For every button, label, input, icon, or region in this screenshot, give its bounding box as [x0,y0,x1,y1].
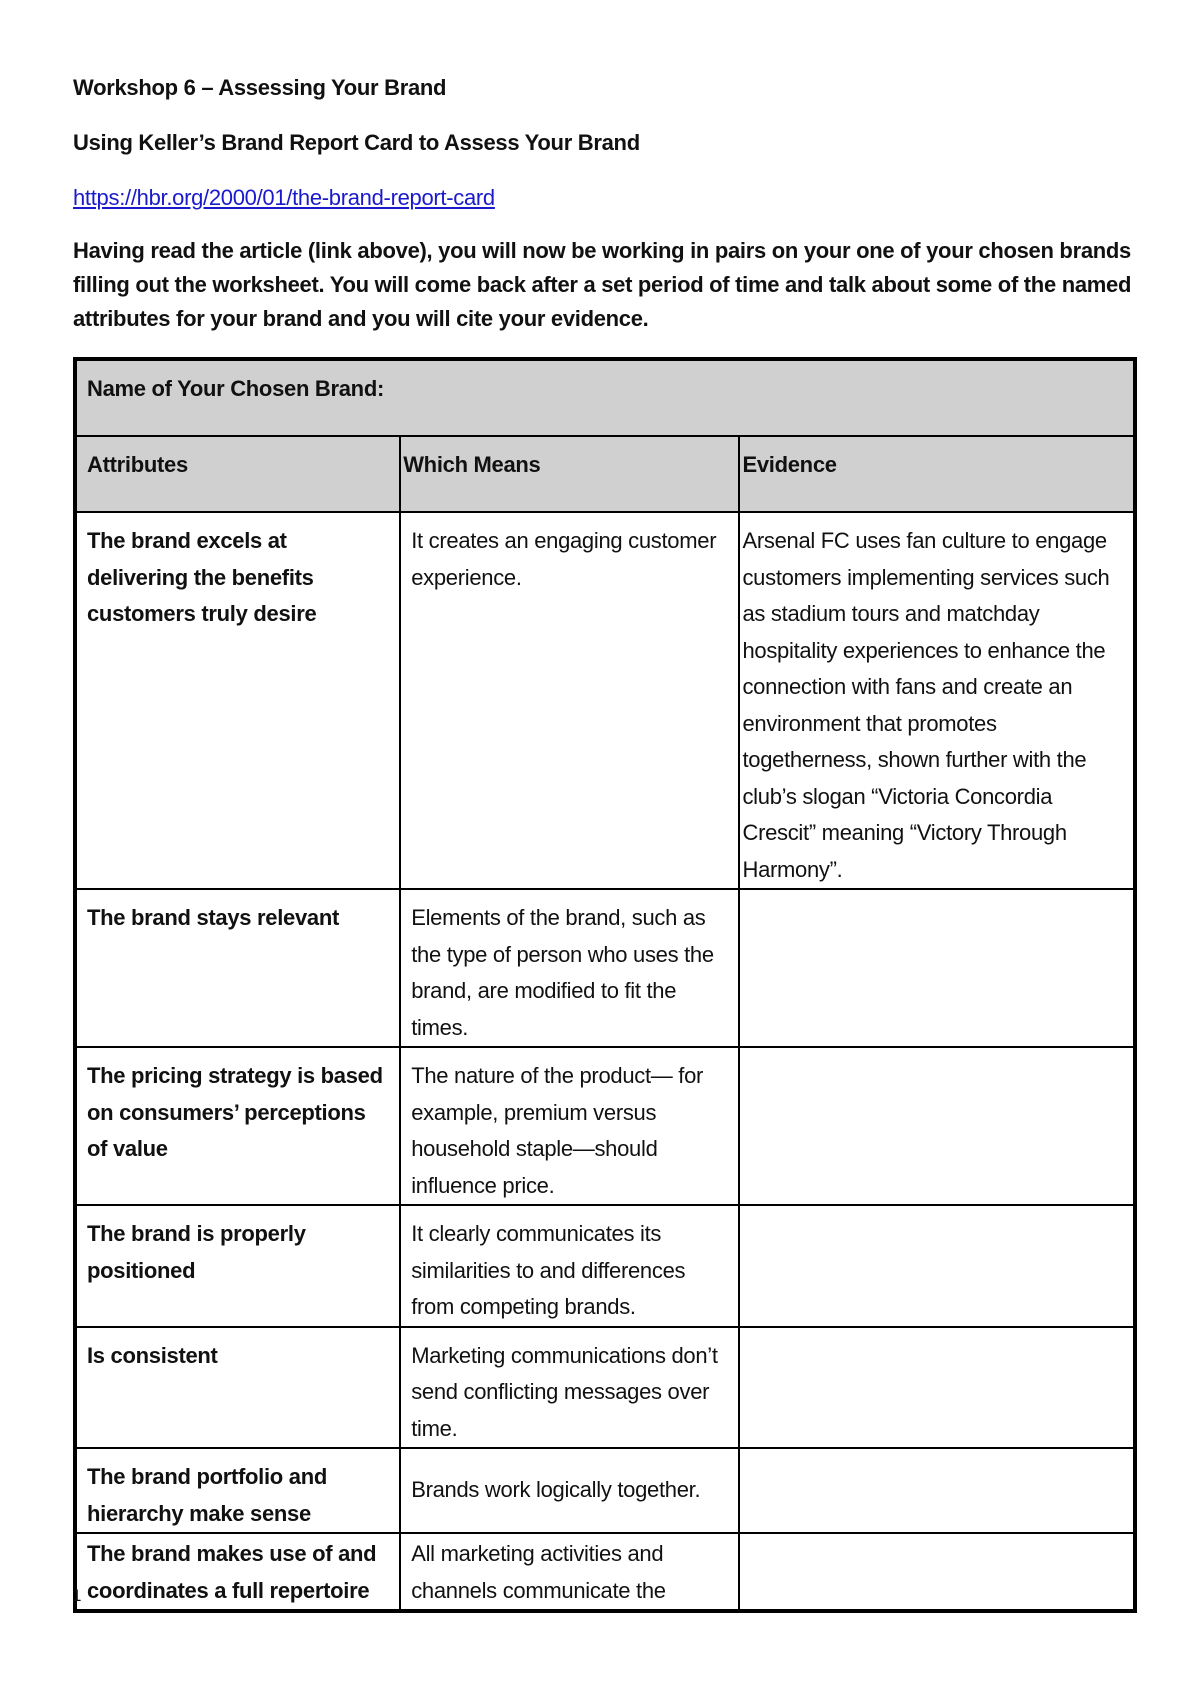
evidence-cell[interactable] [739,1448,1135,1533]
evidence-cell[interactable] [739,1327,1135,1449]
document-title: Workshop 6 – Assessing Your Brand [73,75,447,100]
column-header-evidence: Evidence [739,436,1135,512]
attribute-cell: The pricing strategy is based on consumers’ perceptions of value [75,1047,400,1205]
table-header-row [75,436,1135,512]
table-row [75,1533,1135,1611]
column-header-attributes: Attributes [75,436,400,512]
means-cell: Marketing communications don’t send conflicting messages over time. [400,1327,739,1449]
brand-name-label[interactable]: Name of Your Chosen Brand: [75,359,1135,436]
means-cell: It creates an engaging customer experience. [400,512,739,889]
table-row [75,1448,1135,1533]
table-row [75,1327,1135,1449]
column-header-which-means: Which Means [400,436,739,512]
table-row [75,1205,1135,1327]
evidence-cell[interactable]: Arsenal FC uses fan culture to engage customers implementing services such as stadium tours and matchday hospitality experiences to enhance the connection with fans and create an environment that promotes togetherness, shown further with the club’s slogan “Victoria Concordia Crescit” meaning “Victory Through Harmony”. [739,512,1135,889]
brand-name-row [75,359,1135,436]
article-link[interactable]: https://hbr.org/2000/01/the-brand-report-card [73,185,495,210]
evidence-cell[interactable] [739,1047,1135,1205]
evidence-cell[interactable] [739,1533,1135,1611]
page-number: 1 [72,1586,82,1605]
table-row [75,1047,1135,1205]
brand-report-table [73,357,1137,1613]
means-cell: Elements of the brand, such as the type of person who uses the brand, are modified to fit the times. [400,889,739,1047]
attribute-cell: The brand is properly positioned [75,1205,400,1327]
attribute-cell: The brand excels at delivering the benefits customers truly desire [75,512,400,889]
attribute-cell: The brand portfolio and hierarchy make sense [75,1448,400,1533]
attribute-cell: The brand stays relevant [75,889,400,1047]
table-row [75,512,1135,889]
intro-paragraph: Having read the article (link above), you will now be working in pairs on your one of your chosen brands filling out the worksheet. You will come back after a set period of time and talk about some of the named attributes for your brand and you will cite your evidence. [73,238,1132,331]
attribute-cell: Is consistent [75,1327,400,1449]
means-cell: Brands work logically together. [400,1448,739,1533]
means-cell: It clearly communicates its similarities to and differences from competing brands. [400,1205,739,1327]
table-row [75,889,1135,1047]
means-cell: The nature of the product— for example, premium versus household staple—should influence price. [400,1047,739,1205]
evidence-cell[interactable] [739,889,1135,1047]
means-cell: All marketing activities and channels communicate the [400,1533,739,1611]
attribute-cell: The brand makes use of and coordinates a full repertoire [75,1533,400,1611]
evidence-cell[interactable] [739,1205,1135,1327]
document-subtitle: Using Keller’s Brand Report Card to Assess Your Brand [73,130,640,155]
